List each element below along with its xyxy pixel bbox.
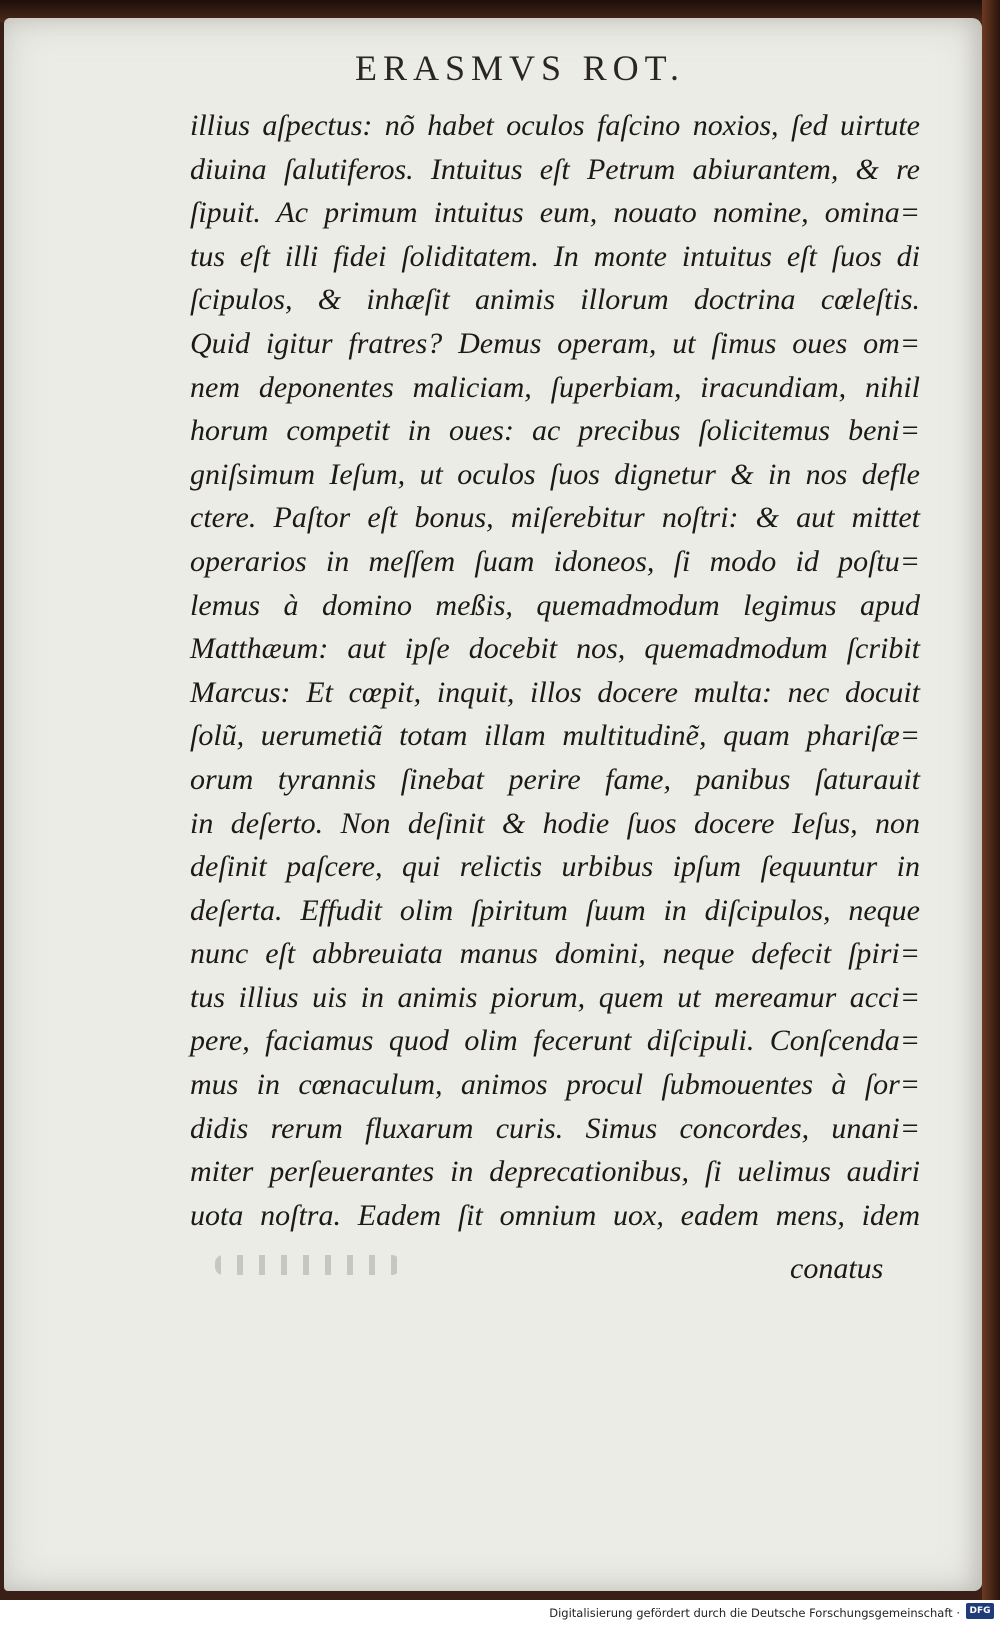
text-line: Marcus: Et cœpit, inquit, illos docere multa: nec docuit [190, 675, 920, 709]
text-line: ſcipulos, & inhæſit animis illorum doctrina cœleſtis. [190, 283, 920, 317]
digitization-credit: Digitalisierung gefördert durch die Deutsche Forschungsgemeinschaft · [549, 1606, 960, 1620]
text-line: didis rerum fluxarum curis. Simus concordes, unani= [190, 1111, 920, 1145]
text-line: ſipuit. Ac primum intuitus eum, nouato nomine, omina= [190, 196, 920, 230]
text-line: horum competit in oues: ac precibus ſolicitemus beni= [190, 414, 920, 448]
text-line: deſerta. Effudit olim ſpiritum ſuum in diſcipulos, neque [190, 893, 920, 927]
text-line: Matthæum: aut ipſe docebit nos, quemadmodum ſcribit [190, 632, 920, 666]
text-line: in deſerto. Non deſinit & hodie ſuos docere Ieſus, non [190, 806, 920, 840]
book-spine-edge [982, 0, 1000, 1631]
running-head-suffix: ROT. [582, 48, 685, 88]
body-text [190, 104, 920, 1237]
text-line: tus eſt illi fidei ſoliditatem. In monte intuitus eſt ſuos di [190, 239, 920, 273]
ink-smudge [215, 1255, 400, 1275]
text-line: orum tyrannis ſinebat perire fame, panibus ſaturauit [190, 762, 920, 796]
running-head-author: ERASMVS [355, 48, 568, 88]
dfg-logo-icon: DFG [966, 1603, 994, 1619]
text-line: miter perſeuerantes in deprecationibus, ſi uelimus audiri [190, 1155, 920, 1189]
text-line: nunc eſt abbreuiata manus domini, neque defecit ſpiri= [190, 937, 920, 971]
text-line: pere, faciamus quod olim fecerunt diſcipuli. Conſcenda= [190, 1024, 920, 1058]
catchword: conatus [790, 1252, 884, 1285]
text-line: mus in cœnaculum, animos procul ſubmouentes à ſor= [190, 1068, 920, 1102]
text-line: ctere. Paſtor eſt bonus, miſerebitur noſtri: & aut mittet [190, 501, 920, 535]
text-line: deſinit paſcere, qui relictis urbibus ipſum ſequuntur in [190, 850, 920, 884]
text-line: Quid igitur fratres? Demus operam, ut ſimus oues om= [190, 326, 920, 360]
text-line: illius aſpectus: nõ habet oculos faſcino noxios, ſed uirtute [190, 109, 920, 142]
text-line: uota noſtra. Eadem ſit omnium uox, eadem mens, idem [190, 1198, 920, 1232]
running-head [355, 44, 685, 92]
text-line: nem deponentes maliciam, ſuperbiam, iracundiam, nihil [190, 370, 920, 404]
text-line: ſolũ, uerumetiã totam illam multitudinẽ, quam phariſæ= [190, 719, 920, 753]
text-line: operarios in meſſem ſuam idoneos, ſi modo id poſtu= [190, 544, 920, 578]
text-line: lemus à domino meßis, quemadmodum legimus apud [190, 588, 920, 622]
text-line: tus illius uis in animis piorum, quem ut mereamur acci= [190, 980, 920, 1014]
text-line: diuina ſalutiferos. Intuitus eſt Petrum abiurantem, & re [190, 152, 920, 186]
text-line: gniſsimum Ieſum, ut oculos ſuos dignetur & in nos defle [190, 457, 920, 491]
